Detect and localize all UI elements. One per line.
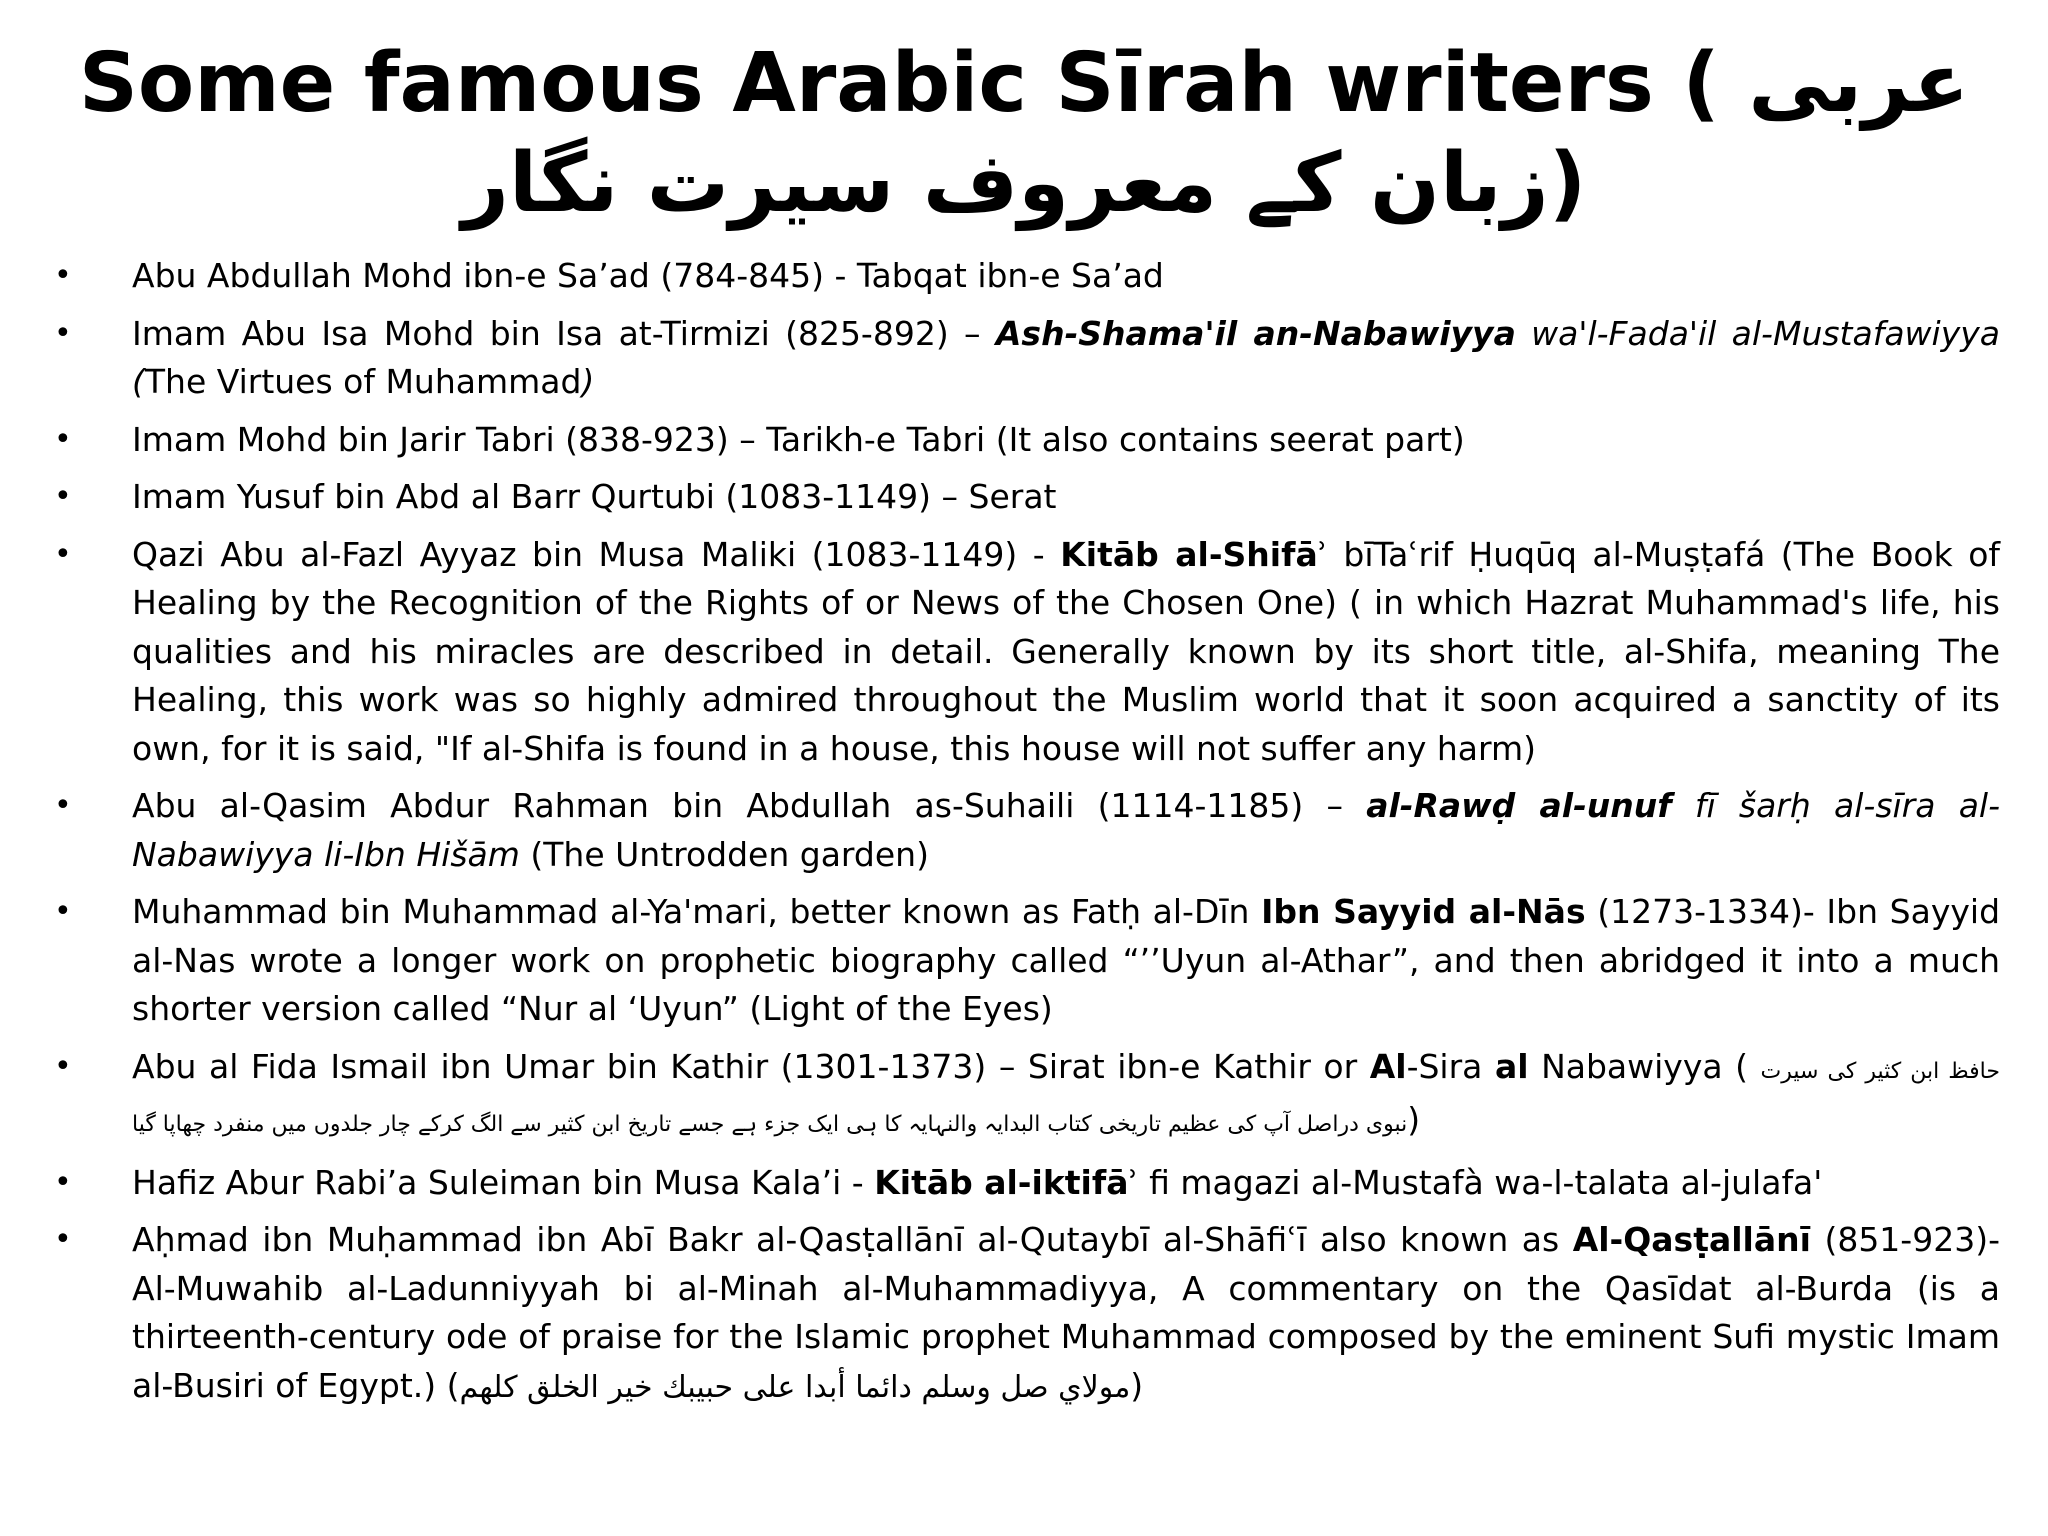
arabic-verse: مولاي صل وسلم دائما أبدا على حبيبك خير الخلق كلهم (459, 1369, 1131, 1405)
item-text: ) (581, 362, 595, 401)
item-text: ) (1130, 1365, 1144, 1405)
author-name: Al-Qasṭallānī (1572, 1220, 1811, 1259)
item-text: Qazi Abu al-Fazl Ayyaz bin Musa Maliki (1083-1149) - (132, 534, 1061, 574)
list-item (50, 888, 2000, 1034)
book-title: Kitāb al-Shifā (1060, 534, 1318, 574)
list-item (50, 531, 2000, 774)
item-text: ) (1407, 1100, 1421, 1139)
list-item (50, 1043, 2000, 1150)
list-item (50, 416, 2000, 465)
writers-list (50, 252, 2000, 1421)
bullet: • (54, 894, 72, 929)
list-item (50, 1216, 2000, 1412)
item-text: ʾ fi magazi al-Mustafà wa-l-talata al-julafa' (1128, 1162, 1823, 1202)
item-text: Al (1369, 1046, 1407, 1086)
list-item (50, 782, 2000, 879)
item-text: Abu al Fida Ismail ibn Umar bin Kathir (1301-1373) – Sirat ibn-e Kathir or (132, 1046, 1370, 1086)
author-name: Ibn Sayyid al-Nās (1261, 892, 1586, 931)
item-text: Imam Mohd bin Jarir Tabri (838-923) – Tarikh-e Tabri (It also contains seerat part) (132, 419, 1465, 459)
item-text: Hafiz Abur Rabi’a Suleiman bin Musa Kala’i - (132, 1162, 875, 1202)
item-text: (851-923)- Al-Muwahib al-Ladunniyyah bi al-Minah al-Muhammadiyya, A commentary on the Qasīdat al-Burda (is a thirteenth-century ode of praise for the Islamic prophet Muhammad composed by the eminent Sufi mystic Imam al-Busiri of Egypt.) ( (132, 1220, 2000, 1405)
bullet: • (54, 788, 72, 823)
book-subtitle: fī šarḥ al-sīra al-Nabawiyya li-Ibn Hišām (132, 786, 2001, 874)
item-text: al (1494, 1046, 1529, 1086)
item-text: Aḥmad ibn Muḥammad ibn Abī Bakr al-Qasṭallānī al-Qutaybī al-Shāfiʿī also known as (132, 1220, 1573, 1259)
urdu-note: حافظ ابن کثیر کی سیرت نبوی دراصل آپ کی عظیم تاریخی کتاب البدایہ والنہایہ کا ہی ایک جزء ہے جسے تاریخ ابن کثیر سے الگ کرکے چار جلدوں میں منفرد چھاپا گیا (132, 1058, 2000, 1137)
bullet: • (54, 421, 72, 457)
bullet: • (54, 1048, 72, 1084)
bullet: • (54, 315, 72, 351)
item-text: Imam Yusuf bin Abd al Barr Qurtubi (1083-1149) – Serat (132, 477, 1057, 516)
book-title: Ash-Shama'il an-Nabawiyya (995, 313, 1516, 353)
item-text: (1273-1334)- Ibn Sayyid al-Nas wrote a longer work on prophetic biography called “’’Uyun al-Athar”, and then abridged it into a much shorter version called “Nur al ‘Uyun” (Light of the Eyes) (132, 892, 2001, 1028)
list-item (50, 310, 2000, 407)
item-text: Abu Abdullah Mohd ibn-e Sa’ad (784-845) - Tabqat ibn-e Sa’ad (132, 256, 1164, 295)
item-text: ʾ bīTaʿrif Ḥuqūq al-Muṣṭafá (The Book of Healing by the Recognition of the Rights of or News of the Chosen One) ( in which Hazrat Muhammad's life, his qualities and his miracles are described in detail. Generally known by its short title, al-Shifa, meaning The Healing, this work was so highly admired throughout the Muslim world that it soon acquired a sanctity of its own, for it is said, "If al-Shifa is found in a house, this house will not suffer any harm) (132, 534, 2000, 768)
bullet: • (54, 479, 72, 514)
book-title: al-Rawḍ al-unuf (1366, 786, 1672, 825)
list-item (50, 252, 2000, 301)
item-text: (The Untrodden garden) (519, 834, 929, 874)
bullet: • (54, 1222, 72, 1257)
title-english: Some famous Arabic Sīrah writers ( (78, 36, 1720, 131)
bullet: • (54, 536, 72, 572)
title-urdu: عربی زبان کے معروف سیرت نگار (461, 36, 1970, 231)
item-text: Nabawiyya ( (1528, 1046, 1761, 1086)
slide-title (60, 34, 1988, 234)
title-close: ) (1548, 136, 1587, 231)
item-text: Abu al-Qasim Abdur Rahman bin Abdullah as-Suhaili (1114-1185) – (132, 786, 1367, 825)
list-item (50, 1159, 2000, 1208)
item-text: -Sira (1406, 1046, 1495, 1086)
bullet: • (54, 1164, 72, 1200)
bullet: • (54, 258, 72, 293)
item-text: The Virtues of Muhammad (144, 362, 582, 401)
list-item (50, 473, 2000, 522)
item-text: Muhammad bin Muhammad al-Ya'mari, better known as Fatḥ al-Dīn (132, 892, 1262, 931)
book-title: Kitāb al-iktifā (874, 1162, 1129, 1202)
item-text: Imam Abu Isa Mohd bin Isa at-Tirmizi (825-892) – (132, 313, 996, 353)
book-subtitle: wa'l-Fada'il al-Mustafawiyya ( (132, 313, 2000, 401)
